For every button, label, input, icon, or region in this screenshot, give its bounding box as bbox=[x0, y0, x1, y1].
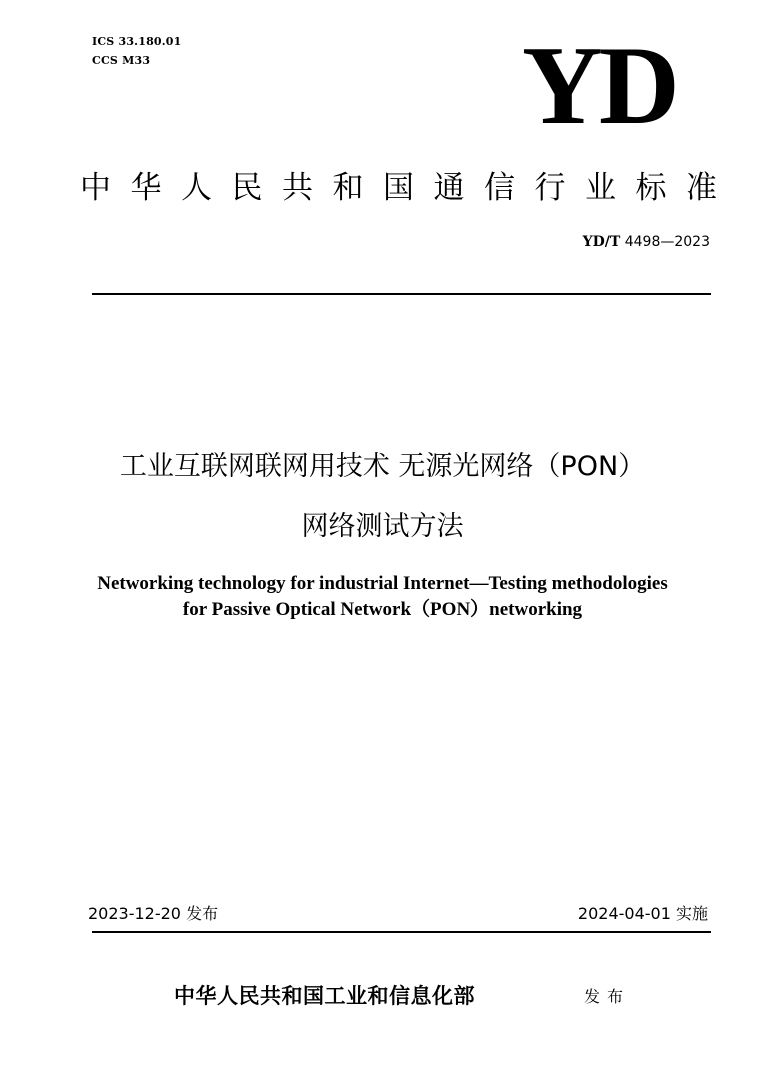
ccs-code: CCS M33 bbox=[92, 54, 151, 67]
standard-number-value: 4498—2023 bbox=[624, 234, 710, 250]
bottom-divider bbox=[92, 931, 711, 933]
yd-logo: YD bbox=[522, 24, 676, 148]
standard-number bbox=[520, 232, 710, 252]
chinese-title-line-2: 网络测试方法 bbox=[301, 511, 464, 542]
chinese-title-line-1: 工业互联网联网用技术 无源光网络（PON） bbox=[119, 451, 646, 482]
publisher-name: 中华人民共和国工业和信息化部 bbox=[174, 983, 475, 1008]
standard-number-prefix: YD/T bbox=[582, 234, 621, 250]
top-divider bbox=[92, 293, 711, 295]
publish-label: 发布 bbox=[584, 987, 631, 1006]
issue-date: 2023-12-20 发布 bbox=[88, 904, 219, 923]
implementation-date: 2024-04-01 实施 bbox=[577, 904, 708, 923]
english-title-line-2: for Passive Optical Network（PON）networking bbox=[182, 599, 583, 620]
ics-code: ICS 33.180.01 bbox=[92, 35, 182, 48]
standard-class-title: 中华人民共和国通信行业标准 bbox=[80, 170, 737, 206]
english-title-line-1: Networking technology for industrial Internet—Testing methodologies bbox=[97, 573, 668, 594]
